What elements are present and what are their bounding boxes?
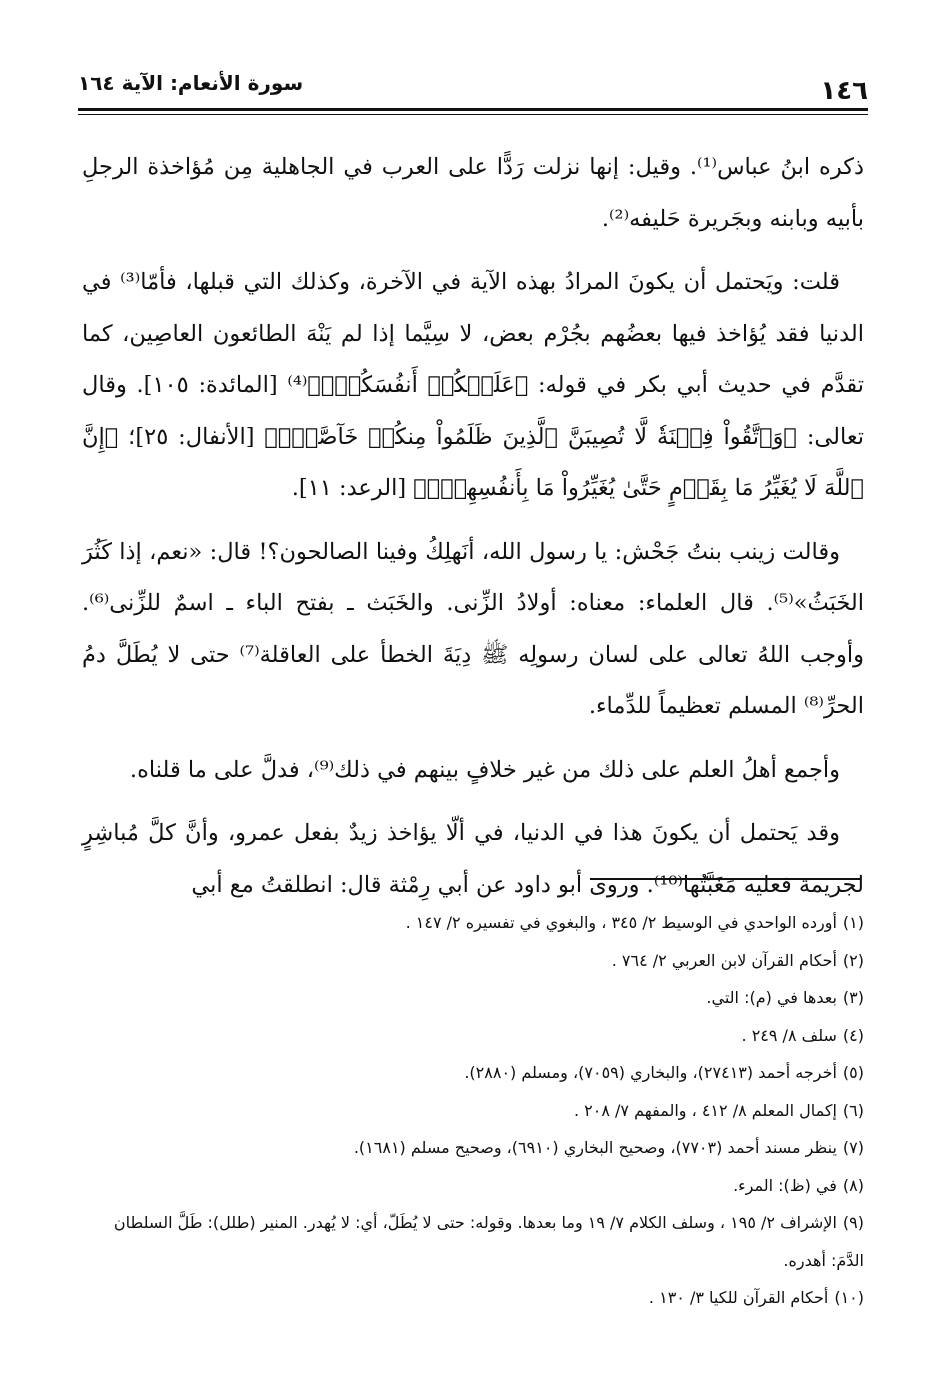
- footnote-text: أخرجه أحمد (٢٧٤١٣)، والبخاري (٧٠٥٩)، ومسلم (٢٨٨٠).: [464, 1063, 837, 1082]
- footnote: [82, 1092, 864, 1130]
- footnote-text: سلف ٨/ ٢٤٩ .: [741, 1025, 837, 1045]
- paragraph: وقد يَحتمل أن يكونَ هذا في الدنيا، في ألّا يؤاخذ زيدٌ بفعل عمرو، وأنَّ كلَّ مُباشِرٍ لجريمة فعليه مَغَبَّتُها⁽¹⁰⁾. وروى أبو داود عن أبي رِمْثة قال: انطلقتُ مع أبي: [82, 820, 864, 898]
- footnote-number: (٥): [842, 1063, 864, 1082]
- footnote-text: الإشراف ٢/ ١٩٥ ، وسلف الكلام ٧/ ١٩ وما بعدها. وقوله: حتى لا يُطَلّ، أي: لا يُهدر. المنير (طلل): طَلَّ السلطان الدَّمَ: أهدره.: [113, 1213, 864, 1270]
- footnote-number: (٩): [842, 1213, 864, 1232]
- footnote-number: (٤): [842, 1025, 864, 1045]
- header-rule-thick: [78, 108, 868, 111]
- footnote-text: في (ظ): المرء.: [733, 1175, 837, 1195]
- running-head: [78, 68, 868, 108]
- header-rule-thin: [78, 114, 868, 115]
- footnote-text: بعدها في (م): التي.: [706, 988, 837, 1007]
- footnote: [82, 904, 864, 942]
- footnote: [82, 1017, 864, 1055]
- footnote-number: (٢): [842, 950, 864, 970]
- main-text: [82, 142, 864, 923]
- footnote-text: أحكام القرآن لابن العربي ٢/ ٧٦٤ .: [611, 950, 837, 970]
- paragraph: وقالت زينب بنتُ جَحْش: يا رسول الله، أنَهلِكُ وفينا الصالحون؟! قال: «نعم، إذا كَثُرَ الخَبَثُ»⁽⁵⁾. قال العلماء: معناه: أولادُ الزِّنى. والخَبَث ـ بفتح الباء ـ اسمٌ للزِّنى⁽⁶⁾. وأوجب اللهُ تعالى على لسان رسولِه ﷺ دِيَةَ الخطأ على العاقلة⁽⁷⁾ حتى لا يُطَلَّ دمُ الحرِّ⁽⁸⁾ المسلم تعظيماً للدِّماء.: [82, 538, 864, 719]
- footnote-number: (١): [842, 913, 864, 932]
- footnote-number: (٣): [842, 988, 864, 1007]
- footnote: [82, 1054, 864, 1092]
- footnote: [82, 1167, 864, 1205]
- footnotes: [82, 904, 864, 1317]
- footnote-number: (٨): [842, 1175, 864, 1195]
- footnote: [82, 1129, 864, 1167]
- footnote-number: (٦): [842, 1100, 864, 1120]
- running-title: سورة الأنعام: الآية ١٦٤: [78, 71, 304, 95]
- footnote-text: إكمال المعلم ٨/ ٤١٢ ، والمفهم ٧/ ٢٠٨ .: [573, 1100, 837, 1120]
- footnote-number: (٧): [842, 1138, 864, 1157]
- footnote: [82, 1279, 864, 1317]
- footnote: [82, 942, 864, 980]
- paragraph: قلت: ويَحتمل أن يكونَ المرادُ بهذه الآية في الآخرة، وكذلك التي قبلها، فأمّا⁽³⁾ في الدنيا فقد يُؤاخذ فيها بعضُهم بجُرْم بعض، لا سِيَّما إذا لم يَنْهَ الطائعون العاصِين، كما تقدَّم في حديث أبي بكر في قوله: ﴿عَلَيۡكُمۡ أَنفُسَكُمۡۖ﴾⁽⁴⁾ [المائدة: ١٠٥]. وقال تعالى: ﴿وَٱتَّقُواْ فِتۡنَةٗ لَّا تُصِيبَنَّ ٱلَّذِينَ ظَلَمُواْ مِنكُمۡ خَآصَّةٗۖ﴾ [الأنفال: ٢٥]؛ ﴿إِنَّ ٱللَّهَ لَا يُغَيِّرُ مَا بِقَوۡمٍ حَتَّىٰ يُغَيِّرُواْ مَا بِأَنفُسِهِمۡۗ﴾ [الرعد: ١١].: [82, 269, 864, 501]
- footnote: [82, 1204, 864, 1279]
- footnote-separator: [590, 878, 860, 880]
- page-number: ١٤٦: [820, 76, 868, 106]
- paragraph: ذكره ابنُ عباس⁽¹⁾. وقيل: إنها نزلت رَدًّا على العرب في الجاهلية مِن مُؤاخذة الرجلِ بأبيه وبابنه وبجَريرة حَليفه⁽²⁾.: [82, 154, 864, 232]
- footnote-text: ينظر مسند أحمد (٧٧٠٣)، وصحيح البخاري (٦٩١٠)، وصحيح مسلم (١٦٨١).: [353, 1138, 837, 1157]
- footnote-text: أحكام القرآن للكيا ٣/ ١٣٠ .: [648, 1288, 829, 1307]
- footnote: [82, 979, 864, 1017]
- footnote-number: (١٠): [834, 1288, 864, 1307]
- footnote-text: أورده الواحدي في الوسيط ٢/ ٣٤٥ ، والبغوي في تفسيره ٢/ ١٤٧ .: [405, 913, 837, 932]
- paragraph: وأجمع أهلُ العلم على ذلك من غير خلافٍ بينهم في ذلك⁽⁹⁾، فدلَّ على ما قلناه.: [129, 756, 840, 783]
